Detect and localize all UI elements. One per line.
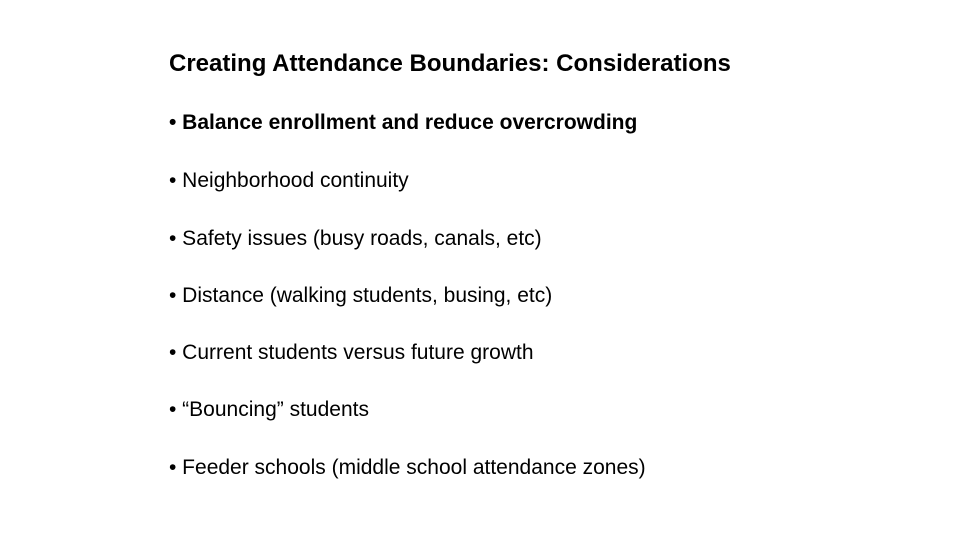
bullet-balance-enrollment: • Balance enrollment and reduce overcrowding [169,111,638,134]
bullet-bouncing-students: • “Bouncing” students [169,398,369,421]
slide-title: Creating Attendance Boundaries: Considerations [169,50,731,77]
bullet-safety-issues: • Safety issues (busy roads, canals, etc) [169,227,542,250]
bullet-neighborhood-continuity: • Neighborhood continuity [169,169,409,192]
bullet-feeder-schools: • Feeder schools (middle school attendance zones) [169,456,646,479]
bullet-current-vs-future: • Current students versus future growth [169,341,534,364]
bullet-distance: • Distance (walking students, busing, etc) [169,284,553,307]
